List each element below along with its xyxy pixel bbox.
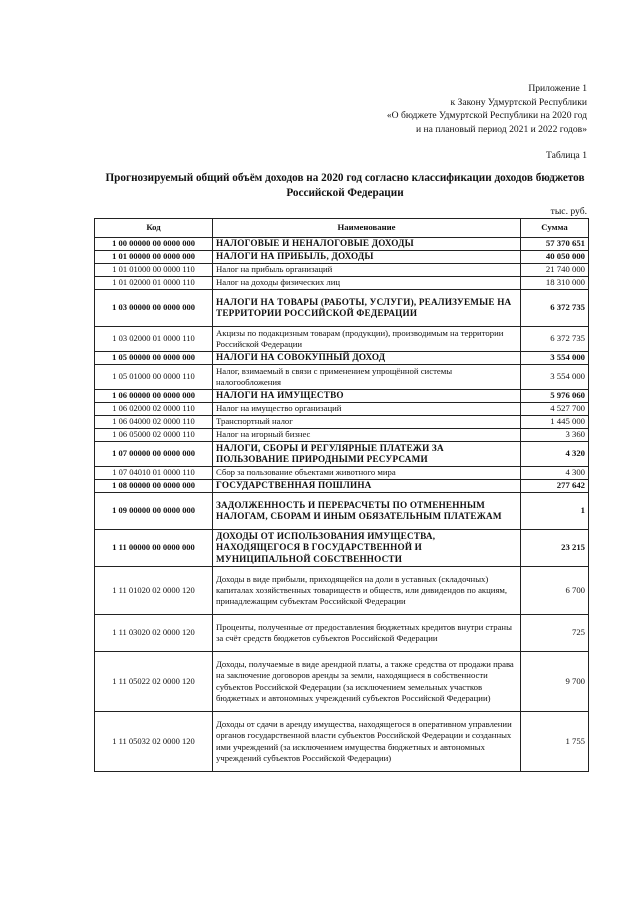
sum-cell: 3 554 000	[521, 365, 589, 390]
sum-cell: 40 050 000	[521, 251, 589, 264]
sum-cell: 725	[521, 615, 589, 652]
table-row	[95, 480, 589, 493]
name-cell: ЗАДОЛЖЕННОСТЬ И ПЕРЕРАСЧЕТЫ ПО ОТМЕНЕННЫМ НАЛОГАМ, СБОРАМ И ИНЫМ ОБЯЗАТЕЛЬНЫМ ПЛАТЕЖАМ	[213, 493, 521, 530]
table-row	[95, 530, 589, 567]
name-cell: Акцизы по подакцизным товарам (продукции), производимым на территории Российской Федерации	[213, 327, 521, 352]
code-cell: 1 11 01020 02 0000 120	[95, 567, 213, 615]
table-row	[95, 567, 589, 615]
sum-cell: 3 360	[521, 429, 589, 442]
table-row	[95, 277, 589, 290]
code-cell: 1 06 02000 02 0000 110	[95, 403, 213, 416]
table-row	[95, 652, 589, 712]
table-row	[95, 390, 589, 403]
code-cell: 1 01 01000 00 0000 110	[95, 264, 213, 277]
code-cell: 1 05 01000 00 0000 110	[95, 365, 213, 390]
table-row	[95, 327, 589, 352]
table-label: Таблица 1	[545, 150, 587, 161]
code-cell: 1 06 04000 02 0000 110	[95, 416, 213, 429]
sum-cell: 6 700	[521, 567, 589, 615]
sum-cell: 6 372 735	[521, 327, 589, 352]
table-row	[95, 352, 589, 365]
name-cell: Доходы в виде прибыли, приходящейся на доли в уставных (складочных) капиталах хозяйственных товариществ и обществ, или дивидендов по акциям, принадлежащим субъектам Российской Федерации	[213, 567, 521, 615]
code-cell: 1 01 02000 01 0000 110	[95, 277, 213, 290]
name-cell: НАЛОГИ, СБОРЫ И РЕГУЛЯРНЫЕ ПЛАТЕЖИ ЗА ПОЛЬЗОВАНИЕ ПРИРОДНЫМИ РЕСУРСАМИ	[213, 442, 521, 467]
code-cell: 1 07 00000 00 0000 000	[95, 442, 213, 467]
table-row	[95, 493, 589, 530]
revenue-table	[94, 218, 589, 772]
name-cell: Транспортный налог	[213, 416, 521, 429]
table-row	[95, 264, 589, 277]
name-cell: НАЛОГИ НА ИМУЩЕСТВО	[213, 390, 521, 403]
name-cell: Доходы от сдачи в аренду имущества, находящегося в оперативном управлении органов государственной власти субъектов Российской Федерации и созданных ими учреждений (за исключением имущества бюджетных и автономных учреждений субъектов Российской Федерации)	[213, 712, 521, 772]
name-cell: НАЛОГИ НА СОВОКУПНЫЙ ДОХОД	[213, 352, 521, 365]
appendix-line: «О бюджете Удмуртской Республики на 2020 год	[386, 110, 587, 121]
sum-cell: 4 527 700	[521, 403, 589, 416]
code-cell: 1 03 02000 01 0000 110	[95, 327, 213, 352]
table-row	[95, 615, 589, 652]
code-cell: 1 01 00000 00 0000 000	[95, 251, 213, 264]
sum-cell: 57 370 651	[521, 238, 589, 251]
sum-cell: 21 740 000	[521, 264, 589, 277]
code-cell: 1 08 00000 00 0000 000	[95, 480, 213, 493]
sum-cell: 3 554 000	[521, 352, 589, 365]
table-row	[95, 238, 589, 251]
table-row	[95, 442, 589, 467]
table-header-row	[95, 219, 589, 238]
code-cell: 1 05 00000 00 0000 000	[95, 352, 213, 365]
name-cell: Налог, взимаемый в связи с применением упрощённой системы налогообложения	[213, 365, 521, 390]
code-cell: 1 11 05022 02 0000 120	[95, 652, 213, 712]
appendix-header	[387, 82, 587, 136]
sum-cell: 5 976 060	[521, 390, 589, 403]
name-cell: Налог на имущество организаций	[213, 403, 521, 416]
name-cell: ДОХОДЫ ОТ ИСПОЛЬЗОВАНИЯ ИМУЩЕСТВА, НАХОДЯЩЕГОСЯ В ГОСУДАРСТВЕННОЙ И МУНИЦИПАЛЬНОЙ СОБСТВЕННОСТИ	[213, 530, 521, 567]
name-cell: Налог на прибыль организаций	[213, 264, 521, 277]
table-row	[95, 365, 589, 390]
sum-cell: 1	[521, 493, 589, 530]
sum-cell: 1 445 000	[521, 416, 589, 429]
name-cell: Проценты, полученные от предоставления бюджетных кредитов внутри страны за счёт средств бюджетов субъектов Российской Федерации	[213, 615, 521, 652]
sum-cell: 4 320	[521, 442, 589, 467]
code-cell: 1 11 00000 00 0000 000	[95, 530, 213, 567]
table-row	[95, 290, 589, 327]
name-cell: ГОСУДАРСТВЕННАЯ ПОШЛИНА	[213, 480, 521, 493]
name-cell: Налог на доходы физических лиц	[213, 277, 521, 290]
name-cell: НАЛОГИ НА ТОВАРЫ (РАБОТЫ, УСЛУГИ), РЕАЛИЗУЕМЫЕ НА ТЕРРИТОРИИ РОССИЙСКОЙ ФЕДЕРАЦИИ	[213, 290, 521, 327]
code-cell: 1 07 04010 01 0000 110	[95, 467, 213, 480]
table-row	[95, 429, 589, 442]
column-header-sum: Сумма	[521, 219, 589, 238]
name-cell: НАЛОГОВЫЕ И НЕНАЛОГОВЫЕ ДОХОДЫ	[213, 238, 521, 251]
code-cell: 1 06 00000 00 0000 000	[95, 390, 213, 403]
code-cell: 1 06 05000 02 0000 110	[95, 429, 213, 442]
name-cell: Доходы, получаемые в виде арендной платы, а также средства от продажи права на заключение договоров аренды за земли, находящиеся в собственности субъектов Российской Федерации (за исключением земельных участков бюджетных и автономных учреждений субъектов Российской Федерации)	[213, 652, 521, 712]
units-label: тыс. руб.	[550, 206, 587, 217]
code-cell: 1 03 00000 00 0000 000	[95, 290, 213, 327]
code-cell: 1 11 03020 02 0000 120	[95, 615, 213, 652]
sum-cell: 9 700	[521, 652, 589, 712]
code-cell: 1 00 00000 00 0000 000	[95, 238, 213, 251]
appendix-line: и на плановый период 2021 и 2022 годов»	[416, 123, 587, 135]
table-body	[95, 238, 589, 772]
sum-cell: 18 310 000	[521, 277, 589, 290]
document-title: Прогнозируемый общий объём доходов на 2020 год согласно классификации доходов бюджетов Российской Федерации	[105, 172, 585, 199]
name-cell: Налог на игорный бизнес	[213, 429, 521, 442]
sum-cell: 6 372 735	[521, 290, 589, 327]
column-header-name: Наименование	[213, 219, 521, 238]
table-row	[95, 251, 589, 264]
sum-cell: 277 642	[521, 480, 589, 493]
table-row	[95, 403, 589, 416]
column-header-code: Код	[95, 219, 213, 238]
appendix-line: к Закону Удмуртской Республики	[450, 96, 587, 108]
appendix-line: Приложение 1	[528, 83, 587, 94]
table-row	[95, 416, 589, 429]
name-cell: Сбор за пользование объектами животного мира	[213, 467, 521, 480]
name-cell: НАЛОГИ НА ПРИБЫЛЬ, ДОХОДЫ	[213, 251, 521, 264]
table-row	[95, 712, 589, 772]
sum-cell: 1 755	[521, 712, 589, 772]
table-row	[95, 467, 589, 480]
sum-cell: 23 215	[521, 530, 589, 567]
sum-cell: 4 300	[521, 467, 589, 480]
code-cell: 1 09 00000 00 0000 000	[95, 493, 213, 530]
code-cell: 1 11 05032 02 0000 120	[95, 712, 213, 772]
